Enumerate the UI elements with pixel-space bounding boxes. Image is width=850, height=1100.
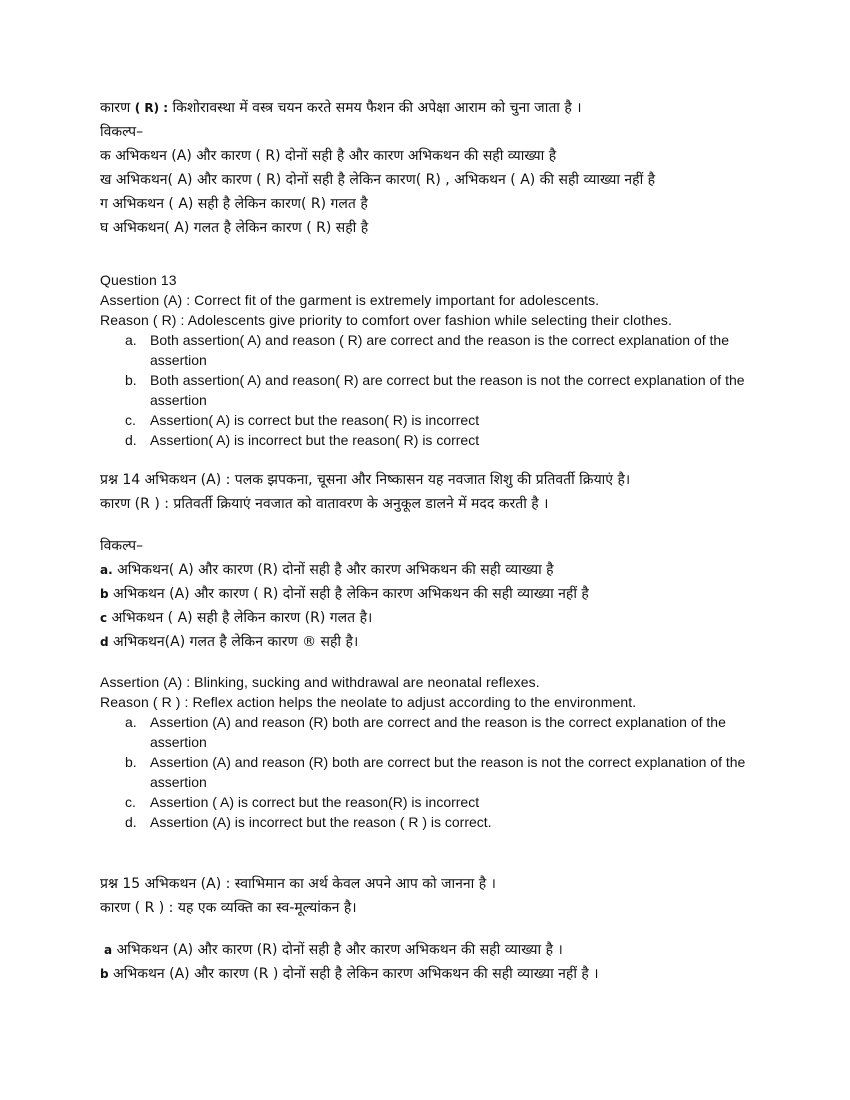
option-marker: क [100,148,111,164]
option-marker: c [100,611,108,625]
option-text: Assertion (A) and reason (R) both are correct and the reason is the correct explanation of the assertion [150,714,726,750]
option-a [0,558,850,582]
option-a [0,330,850,370]
spacer [0,450,850,468]
option-c [0,410,850,430]
reason-label: कारण [100,100,131,116]
option-text: Assertion (A) is incorrect but the reason ( R ) is correct. [150,814,492,830]
option-b [0,582,850,606]
option-text: अभिकथन (A) और कारण ( R) दोनों सही है लेकिन कारण अभिकथन की सही व्याख्या नहीं है [113,586,589,602]
option-text: Assertion( A) is correct but the reason( R) is incorrect [150,412,480,428]
reason-line: कारण ( R ) : यह एक व्यक्ति का स्व-मूल्यांकन है। [100,900,357,916]
option-text: Both assertion( A) and reason( R) are correct but the reason is not the correct explanation of the assertion [150,372,745,408]
option-text: अभिकथन ( A) सही है लेकिन कारण( R) गलत है [112,196,368,212]
option-marker: d. [125,814,137,830]
option-a [0,712,850,752]
spacer [0,240,850,270]
top-margin [0,0,850,96]
option-marker: b. [125,372,137,388]
question-14-english [0,672,850,832]
option-kha [0,168,850,192]
option-marker: c. [125,794,136,810]
option-text: अभिकथन (A) और कारण (R) दोनों सही है और कारण अभिकथन की सही व्याख्या है । [116,942,563,958]
option-marker: b [100,967,109,981]
spacer [0,832,850,872]
option-marker: a. [125,714,137,730]
option-marker: घ [100,220,109,236]
option-text: अभिकथन ( A) सही है लेकिन कारण (R) गलत है। [111,610,373,626]
option-marker: a. [100,563,113,577]
option-text: अभिकथन (A) और कारण (R ) दोनों सही है लेकिन कारण अभिकथन की सही व्याख्या नहीं है । [113,966,599,982]
option-marker: b [100,587,109,601]
option-ga [0,192,850,216]
reason-line [0,96,850,120]
reason-tag: ( R) : [134,101,169,115]
reason-text: किशोरावस्था में वस्त्र चयन करते समय फैशन की अपेक्षा आराम को चुना जाता है । [172,100,582,116]
option-marker: a [104,943,113,957]
reason-line: Reason ( R ) : Reflex action helps the neolate to adjust according to the environment. [100,694,637,710]
question-title: Question 13 [100,272,177,288]
spacer [0,516,850,534]
question-13 [0,270,850,450]
option-d [0,630,850,654]
reason-line: कारण (R ) : प्रतिवर्ती क्रियाएं नवजात को वातावरण के अनुकूल डालने में मदद करती है । [100,496,549,512]
option-text: अभिकथन (A) और कारण ( R) दोनों सही है और कारण अभिकथन की सही व्याख्या है [115,148,557,164]
option-marker: d. [125,432,137,448]
option-b [0,370,850,410]
question-15 [0,872,850,986]
assertion-line: प्रश्न 14 अभिकथन (A) : पलक झपकना, चूसना और निष्कासन यह नवजात शिशु की प्रतिवर्ती क्रियाएं है। [100,472,631,488]
option-b [0,962,850,986]
options-list [0,330,850,450]
option-marker: a. [125,332,137,348]
options-heading: विकल्प– [100,124,144,140]
option-text: अभिकथन( A) गलत है लेकिन कारण ( R) सही है [112,220,369,236]
option-marker: c. [125,412,136,428]
option-marker: b. [125,754,137,770]
options-heading: विकल्प– [100,538,144,554]
option-text: अभिकथन(A) गलत है लेकिन कारण ® सही है। [113,634,359,650]
option-marker: d [100,635,109,649]
assertion-line: Assertion (A) : Blinking, sucking and withdrawal are neonatal reflexes. [100,674,540,690]
reason-line: Reason ( R) : Adolescents give priority to comfort over fashion while selecting their clothes. [100,312,672,328]
option-text: Both assertion( A) and reason ( R) are correct and the reason is the correct explanation of the assertion [150,332,729,368]
option-marker: ग [100,196,108,212]
option-ka [0,144,850,168]
option-c [0,792,850,812]
option-d [0,812,850,832]
question-14-hindi [0,468,850,654]
option-text: Assertion (A) and reason (R) both are correct but the reason is not the correct explanation of the assertion [150,754,746,790]
spacer [0,654,850,672]
assertion-line: प्रश्न 15 अभिकथन (A) : स्वाभिमान का अर्थ केवल अपने आप को जानना है । [100,876,496,892]
option-text: अभिकथन( A) और कारण (R) दोनों सही है और कारण अभिकथन की सही व्याख्या है [117,562,554,578]
option-c [0,606,850,630]
options-list [0,712,850,832]
spacer [0,920,850,938]
option-text: अभिकथन( A) और कारण ( R) दोनों सही है लेकिन कारण( R) , अभिकथन ( A) की सही व्याख्या नहीं है [115,172,656,188]
option-a [0,938,850,962]
option-text: Assertion( A) is incorrect but the reason( R) is correct [150,432,480,448]
question-12-continuation [0,96,850,240]
option-text: Assertion ( A) is correct but the reason(R) is incorrect [150,794,480,810]
option-marker: ख [100,172,112,188]
option-d [0,430,850,450]
option-b [0,752,850,792]
option-gha [0,216,850,240]
assertion-line: Assertion (A) : Correct fit of the garment is extremely important for adolescents. [100,292,600,308]
